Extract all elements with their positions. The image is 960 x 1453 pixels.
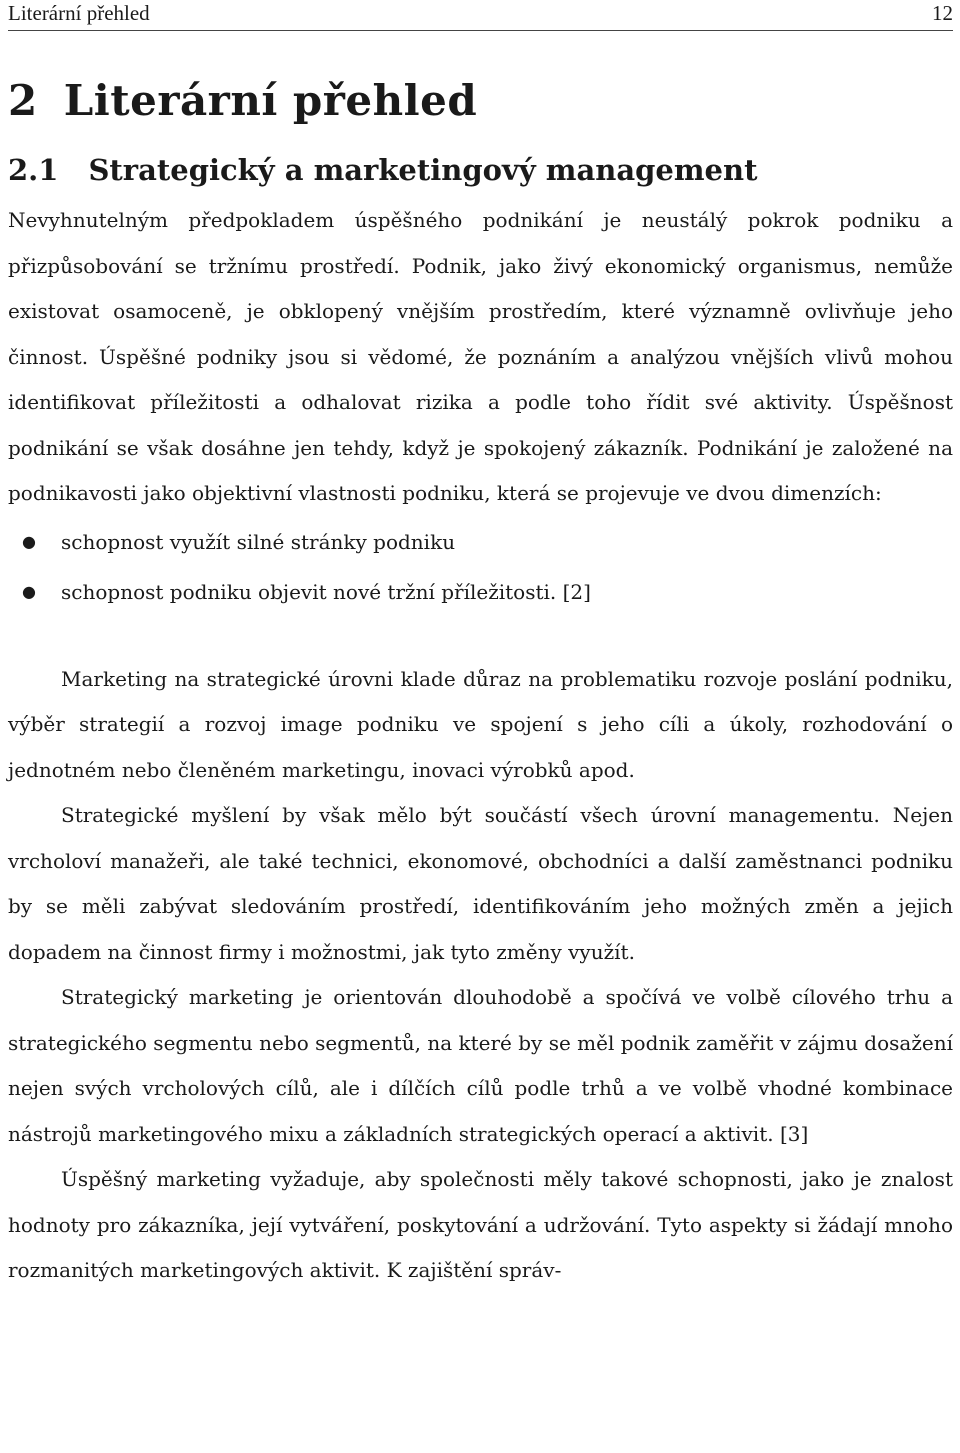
paragraph-3: Strategické myšlení by však mělo být součástí všech úrovní managementu. Nejen vrcholoví manažeři, ale také technici, ekonomové, obchodníci a další zaměstnanci podniku by se měli zabývat sledováním prostředí, identifikováním jeho možných změn a jejich dopadem na činnost firmy i možnostmi, jak tyto změny využít. [8,803,953,964]
page-number: 12 [932,1,953,25]
section-title: Strategický a marketingový management [88,153,758,187]
running-header-title: Literární přehled [8,1,150,25]
paragraph-2: Marketing na strategické úrovni klade důraz na problematiku rozvoje poslání podniku, výběr strategií a rozvoj image podniku ve spojení s jeho cíli a úkoly, rozhodování o jednotném nebo členěném marketingu, inovaci výrobků apod. [8,666,953,782]
bullet-list [8,517,953,617]
bullet-icon: ● [22,531,36,551]
list-item [8,517,953,567]
paragraph-5: Úspěšný marketing vyžaduje, aby společnosti měly takové schopnosti, jako je znalost hodnoty pro zákazníka, její vytváření, poskytování a udržování. Tyto aspekty si žádají mnoho rozmanitých marketingových aktivit. K zajištění správ- [8,1167,953,1282]
paragraph-4: Strategický marketing je orientován dlouhodobě a spočívá ve volbě cílového trhu a strategického segmentu nebo segmentů, na které by se měl podnik zaměřit v zájmu dosažení nejen svých vrcholových cílů, ale i dílčích cílů podle trhů a ve volbě vhodné kombinace nástrojů marketingového mixu a základních strategických operací a aktivit. [3] [8,985,953,1146]
chapter-title: Literární přehled [63,76,478,125]
list-item [8,567,953,617]
list-item-text: schopnost využít silné stránky podniku [61,529,456,554]
running-header [8,0,953,31]
paragraph-1: Nevyhnutelným předpokladem úspěšného podnikání je neustálý pokrok podniku a přizpůsobování se tržnímu prostředí. Podnik, jako živý ekonomický organismus, nemůže existovat osamoceně, je obklopený vnějším prostředím, které významně ovlivňuje jeho činnost. Úspěšné podniky jsou si vědomé, že poznáním a analýzou vnějších vlivů mohou identifikovat příležitosti a odhalovat rizika a podle toho řídit své aktivity. Úspěšnost podnikání se však dosáhne jen tehdy, když je spokojený zákazník. Podnikání je založené na podnikavosti jako objektivní vlastnosti podniku, která se projevuje ve dvou dimenzích: [8,208,953,505]
chapter-heading [8,73,953,129]
section-number: 2.1 [8,153,59,187]
document-page [8,0,953,1294]
list-item-text: schopnost podniku objevit nové tržní příležitosti. [2] [61,579,591,604]
section-heading [8,150,953,190]
chapter-number: 2 [8,76,38,125]
bullet-icon: ● [22,581,36,601]
